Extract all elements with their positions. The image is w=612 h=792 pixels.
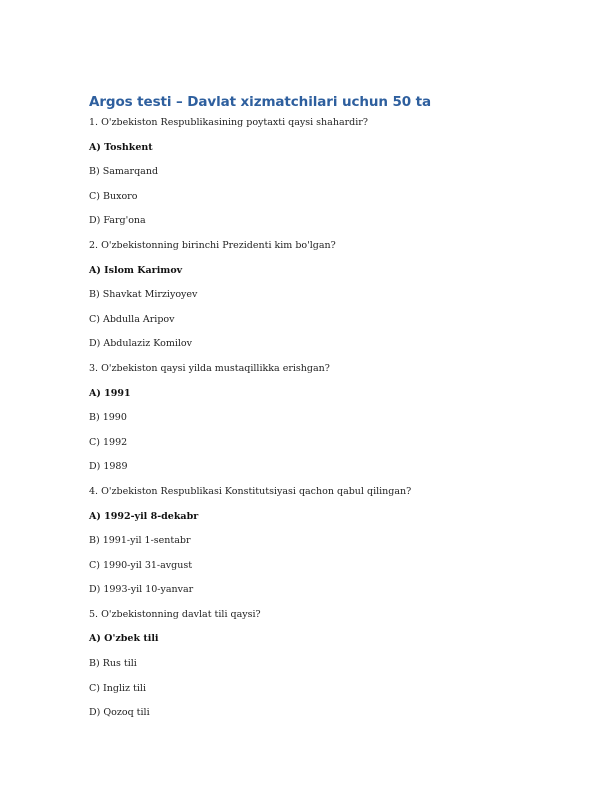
question-1-option-b: B) Samarqand: [89, 166, 159, 178]
question-2-option-d: D) Abdulaziz Komilov: [89, 338, 192, 350]
question-4-text: 4. O'zbekiston Respublikasi Konstitutsiyasi qachon qabul qilingan?: [89, 485, 412, 497]
question-1-text: 1. O'zbekiston Respublikasining poytaxti qaysi shahardir?: [89, 117, 368, 128]
question-3-option-d: D) 1989: [89, 461, 128, 473]
question-2-text: 2. O'zbekistonning birinchi Prezidenti kim bo'lgan?: [89, 239, 336, 251]
question-1-option-d: D) Farg'ona: [89, 215, 146, 227]
question-2-option-b: B) Shavkat Mirziyoyev: [89, 289, 198, 301]
question-1-option-c: C) Buxoro: [89, 190, 138, 202]
question-1-option-a: A) Toshkent: [89, 141, 153, 153]
question-5-option-b: B) Rus tili: [89, 658, 137, 670]
question-5-text: 5. O'zbekistonning davlat tili qaysi?: [89, 608, 261, 620]
question-4-option-d: D) 1993-yil 10-yanvar: [89, 584, 194, 596]
question-3-option-a: A) 1991: [89, 387, 131, 399]
question-2-option-c: C) Abdulla Aripov: [89, 313, 175, 325]
question-2-option-a: A) Islom Karimov: [89, 264, 183, 276]
question-5-option-a: A) O'zbek tili: [89, 633, 159, 645]
question-3-option-b: B) 1990: [89, 412, 127, 424]
question-3-text: 3. O'zbekiston qaysi yilda mustaqillikka erishgan?: [89, 362, 330, 374]
question-4-option-c: C) 1990-yil 31-avgust: [89, 559, 193, 571]
question-5-option-d: D) Qozoq tili: [89, 707, 150, 719]
question-5-option-c: C) Ingliz tili: [89, 682, 146, 694]
question-4-option-b: B) 1991-yil 1-sentabr: [89, 535, 191, 547]
question-3-option-c: C) 1992: [89, 436, 128, 448]
document-title: Argos testi – Davlat xizmatchilari uchun 50 ta: [89, 94, 432, 110]
question-4-option-a: A) 1992-yil 8-dekabr: [89, 510, 199, 522]
question-list: [89, 117, 549, 732]
